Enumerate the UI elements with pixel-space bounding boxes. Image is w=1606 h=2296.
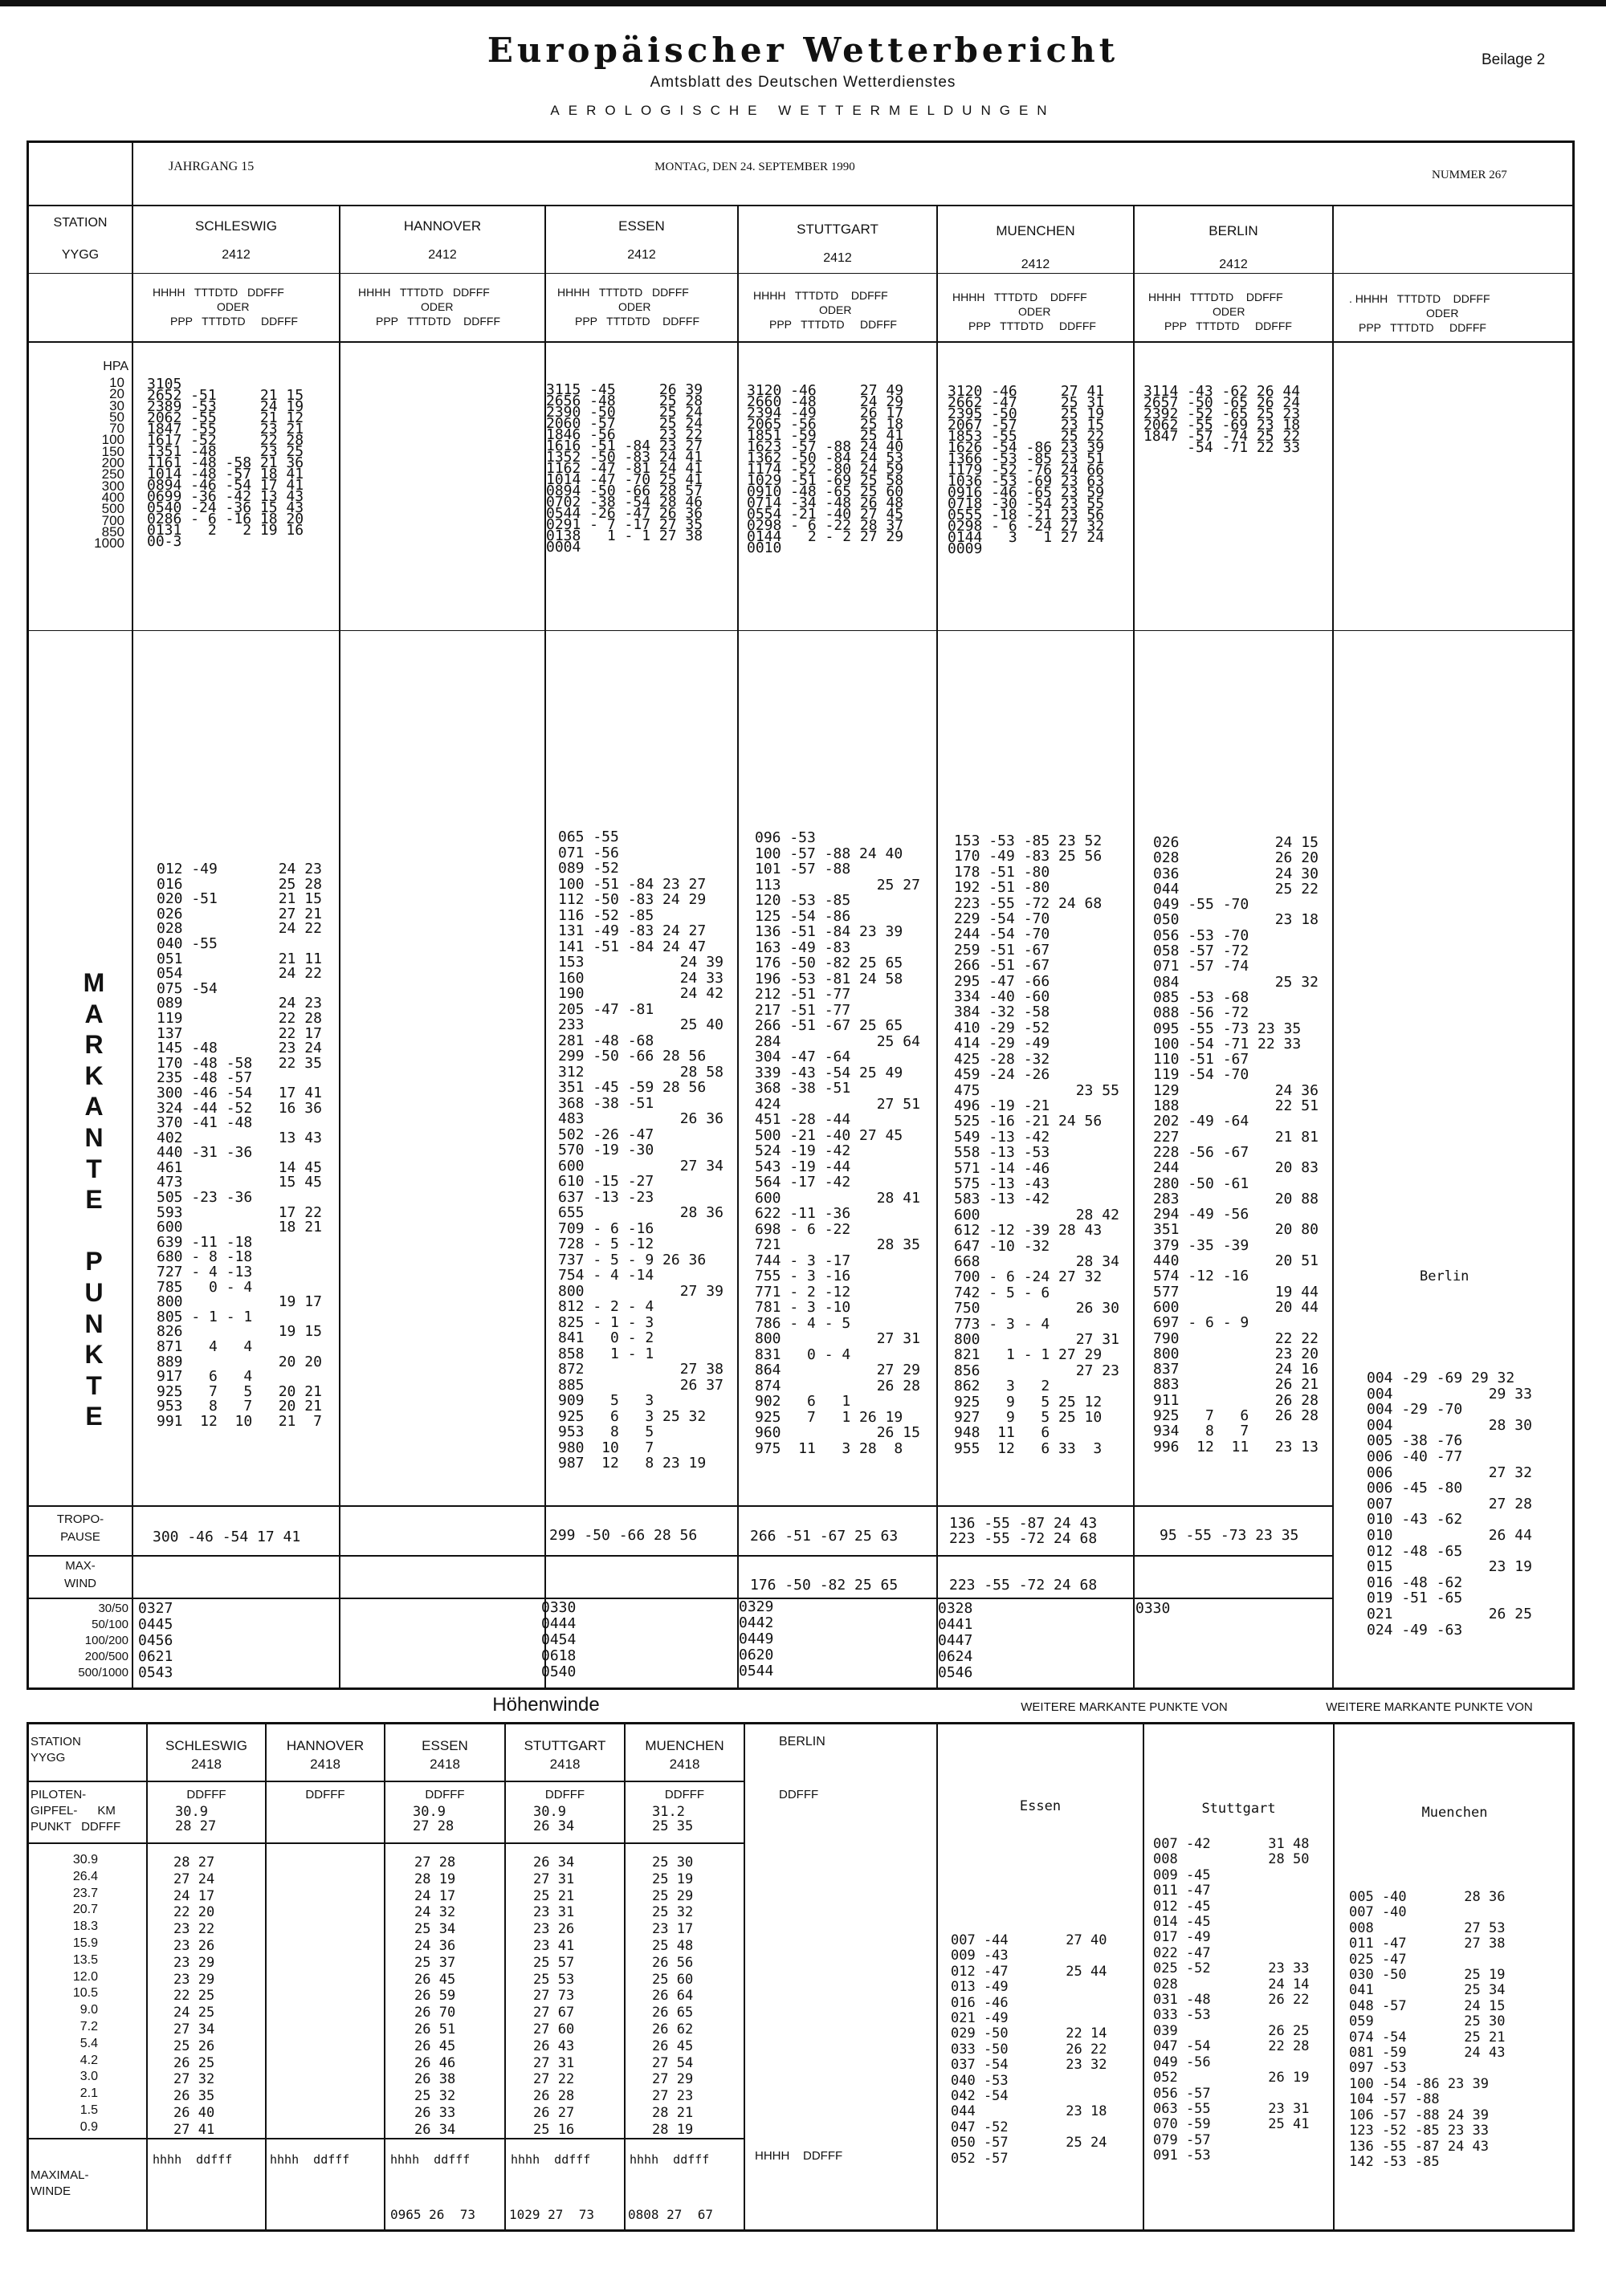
tropopause-schleswig: 300 -46 -54 17 41 bbox=[153, 1529, 301, 1545]
upper-vline bbox=[1133, 205, 1135, 1690]
ddfff-header: DDFFF bbox=[779, 1788, 819, 1801]
tropopause-essen: 299 -50 -66 28 56 bbox=[549, 1527, 698, 1544]
upper-vline bbox=[132, 140, 133, 1690]
maxwind-value-essen: 0965 26 73 bbox=[390, 2207, 475, 2222]
lower-yygg-schleswig: 2418 bbox=[191, 1757, 222, 1772]
markante-muenchen: 153 -53 -85 23 52 170 -49 -83 25 56 178 -51 -80 192 -51 -80 223 -55 -72 24 68 229 -54 -70 244 -54 -70 259 -51 -67 266 -51 -67 295 -47 -66 334 -40 -60 384 -32 -58 410 -29 -52 414 -29 -49 425 -28 -32 459 -24 -26 475 23 55 496 -19 -21 525 -16 -21 24 56 549 -13 -42 558 -13 -53 571 -14 -46 575 -13 -43 583 -13 -42 600 28 42 612 -12 -39 28 43 647 -10 -32 668 28 34 700 - 6 -24 27 32 742 - 5 - 6 750 26 30 773 - 3 - 4 800 27 31 821 1 - 1 27 29 856 27 23 862 3 2 925 9 5 25 12 927 9 5 25 10 948 11 6 955 12 6 33 3 bbox=[954, 833, 1119, 1457]
gipfel-muenchen: 31.2 25 35 bbox=[652, 1804, 694, 1834]
lower-yygg-muenchen: 2418 bbox=[669, 1757, 700, 1772]
lower-station-schleswig: SCHLESWIG bbox=[165, 1738, 248, 1753]
ddfff-header: DDFFF bbox=[544, 1788, 585, 1801]
gipfel-schleswig: 30.9 28 27 bbox=[175, 1804, 217, 1834]
station-yygg-muenchen: 2412 bbox=[1021, 258, 1050, 271]
maxwind-label: MAX- WIND bbox=[64, 1559, 96, 1590]
lower-hline bbox=[26, 1781, 745, 1782]
layers-muenchen: 0328 0441 0447 0624 0546 bbox=[938, 1600, 973, 1681]
ddfff-header: DDFFF bbox=[425, 1788, 465, 1801]
ddfff-header: DDFFF bbox=[305, 1788, 345, 1801]
col-header: PPP TTTDTD DDFFF bbox=[968, 320, 1096, 332]
station-name-schleswig: SCHLESWIG bbox=[194, 218, 278, 234]
layers-schleswig: 0327 0445 0456 0621 0543 bbox=[138, 1600, 173, 1681]
station-name-muenchen: MUENCHEN bbox=[996, 223, 1075, 238]
station-name-berlin: BERLIN bbox=[1209, 223, 1258, 238]
station-yygg-stuttgart: 2412 bbox=[823, 251, 852, 265]
col-header: PPP TTTDTD DDFFF bbox=[376, 315, 501, 328]
ddfff-header: DDFFF bbox=[664, 1788, 705, 1801]
extra-berlin-title: Berlin bbox=[1420, 1268, 1469, 1284]
lower-station-muenchen: MUENCHEN bbox=[645, 1738, 724, 1753]
winds-stuttgart: 26 34 27 31 25 21 23 31 23 26 23 41 25 57 25 53 27 73 27 67 27 60 26 43 27 31 27 22 26 28 26 27 25 16 bbox=[533, 1854, 575, 2138]
weitere-label-1: WEITERE MARKANTE PUNKTE VON bbox=[1021, 1700, 1228, 1714]
masthead-subtitle: Amtsblatt des Deutschen Wetterdienstes bbox=[650, 74, 956, 91]
station-yygg-essen: 2412 bbox=[627, 248, 656, 262]
col-header: HHHH TTTDTD DDFFF bbox=[153, 286, 284, 299]
extra-berlin-values: 004 -29 -69 29 32 004 29 33 004 -29 -70 004 28 30 005 -38 -76 006 -40 -77 006 27 32 006 -45 -80 007 27 28 010 -43 -62 010 26 44 012 -48 -65 015 23 19 016 -48 -62 019 -51 -65 021 26 25 024 -49 -63 bbox=[1367, 1370, 1532, 1639]
markante-stuttgart: 096 -53 100 -57 -88 24 40 101 -57 -88 113 25 27 120 -53 -85 125 -54 -86 136 -51 -84 23 39 163 -49 -83 176 -50 -82 25 65 196 -53 -81 24 58 212 -51 -77 217 -51 -77 266 -51 -67 25 65 284 25 64 304 -47 -64 339 -43 -54 25 49 368 -38 -51 424 27 51 451 -28 -44 500 -21 -40 27 45 524 -19 -42 543 -19 -44 564 -17 -42 600 28 41 622 -11 -36 698 - 6 -22 721 28 35 744 - 3 -17 755 - 3 -16 771 - 2 -12 781 - 3 -10 786 - 4 - 5 800 27 31 831 0 - 4 864 27 29 874 26 28 902 6 1 925 7 1 26 19 960 26 15 975 11 3 28 8 bbox=[755, 829, 920, 1457]
top-rule bbox=[0, 0, 1606, 6]
col-header: . HHHH TTTDTD DDFFF bbox=[1349, 292, 1490, 305]
station-name-stuttgart: STUTTGART bbox=[797, 222, 878, 237]
lower-vline bbox=[744, 1722, 745, 2232]
lower-yygg-stuttgart: 2418 bbox=[549, 1757, 581, 1772]
standard-levels-berlin: 3114 -43 -62 26 44 2657 -50 -65 26 24 2392 -52 -65 25 23 2062 -55 -69 23 18 1847 -57 -74 25 22 -54 -71 22 33 bbox=[1143, 383, 1301, 456]
lower-yygg-essen: 2418 bbox=[430, 1757, 460, 1772]
lower-hline bbox=[26, 1842, 745, 1844]
col-header: PPP TTTDTD DDFFF bbox=[170, 315, 298, 328]
station-yygg-hannover: 2412 bbox=[428, 248, 457, 262]
standard-levels-essen: 3115 -45 26 39 2656 -48 25 28 2390 -50 25 24 2060 -57 25 24 1846 -56 23 22 1616 -51 -84 23 27 1352 -50 -83 24 41 1162 -47 -81 24 41 1014 -47 -70 25 41 0894 -50 -66 28 57 0702 -38 -54 28 46 0544 -26 -47 26 36 0291 - 7 -17 27 35 0138 1 - 1 27 38 0004 bbox=[546, 381, 703, 556]
standard-levels-muenchen: 3120 -46 27 41 2662 -47 25 31 2395 -50 25 19 2067 -57 23 15 1853 -55 25 22 1626 -54 -86 23 39 1366 -53 -85 23 51 1179 -52 -76 24 66 1036 -53 -69 23 63 0916 -46 -65 23 59 0718 -30 -54 23 55 0555 -18 -21 23 56 0298 - 6 -24 27 32 0144 3 1 27 24 0009 bbox=[948, 383, 1105, 557]
layers-essen: 0330 0444 0454 0618 0540 bbox=[541, 1599, 577, 1680]
winds-essen: 27 28 28 19 24 17 24 32 25 34 24 36 25 37 26 45 26 59 26 70 26 51 26 45 26 46 26 38 25 32 26 33 26 34 bbox=[414, 1854, 456, 2138]
tropopause-muenchen: 136 -55 -87 24 43 223 -55 -72 24 68 bbox=[949, 1515, 1098, 1547]
beilage-label: Beilage 2 bbox=[1482, 51, 1546, 68]
masthead-title: Europäischer Wetterbericht bbox=[487, 31, 1119, 70]
standard-levels-schleswig: 3105 2652 -51 21 15 2389 -53 24 19 2062 -55 21 12 1847 -55 23 21 1617 -52 22 28 1351 -48 23 25 1161 -48 -58 21 36 1014 -48 -57 18 41 0894 -46 -54 17 41 0699 -36 -42 13 43 0540 -24 -36 15 43 0286 - 6 -16 18 20 0131 2 2 19 16 00-3 bbox=[147, 376, 304, 550]
winds-schleswig: 28 27 27 24 24 17 22 20 23 22 23 26 23 29 23 29 22 25 24 25 27 34 25 26 26 25 27 32 26 35 26 40 27 41 bbox=[173, 1854, 215, 2138]
maxwind-value-stuttgart: 1029 27 73 bbox=[509, 2207, 594, 2222]
upper-hline bbox=[26, 341, 1575, 343]
upper-hline bbox=[26, 205, 1575, 206]
upper-vline bbox=[1332, 205, 1334, 1690]
section-title: AEROLOGISCHE WETTERMELDUNGEN bbox=[550, 103, 1056, 118]
lower-vline bbox=[1333, 1722, 1335, 2232]
upper-hline bbox=[26, 1555, 1332, 1557]
station-label: STATION bbox=[53, 216, 108, 230]
maxwind-header: hhhh ddfff bbox=[390, 2152, 471, 2167]
col-header: HHHH TTTDTD DDFFF bbox=[358, 286, 490, 299]
ddfff-header: DDFFF bbox=[186, 1788, 226, 1801]
winds-muenchen: 25 30 25 19 25 29 25 32 23 17 25 48 26 56 25 60 26 64 26 65 26 62 26 45 27 54 27 29 27 23 28 21 28 19 bbox=[652, 1854, 694, 2138]
col-header: PPP TTTDTD DDFFF bbox=[769, 318, 897, 331]
lower-station-essen: ESSEN bbox=[422, 1738, 468, 1753]
lower-hline bbox=[26, 2138, 745, 2139]
maxwind-muenchen: 223 -55 -72 24 68 bbox=[949, 1577, 1098, 1594]
markante-punkte-label: M A R K A N T E P U N K T E bbox=[83, 968, 105, 1431]
station-name-essen: ESSEN bbox=[618, 218, 665, 234]
lower-station-stuttgart: STUTTGART bbox=[524, 1738, 606, 1753]
layers-berlin: 0330 bbox=[1135, 1600, 1171, 1617]
col-header: ODER bbox=[217, 300, 250, 313]
lower-station-berlin: BERLIN bbox=[779, 1735, 825, 1748]
jahrgang: JAHRGANG 15 bbox=[169, 160, 255, 173]
km-levels: 30.9 26.4 23.7 20.7 18.3 15.9 13.5 12.0 10.5 9.0 7.2 5.4 4.2 3.0 2.1 1.5 0.9 bbox=[72, 1853, 98, 2134]
col-header: HHHH TTTDTD DDFFF bbox=[557, 286, 689, 299]
maxwind-stuttgart: 176 -50 -82 25 65 bbox=[750, 1577, 899, 1594]
weitere-stuttgart-title: Stuttgart bbox=[1201, 1801, 1276, 1817]
col-header: ODER bbox=[1213, 305, 1245, 318]
gipfel-essen: 30.9 27 28 bbox=[413, 1804, 454, 1834]
hoehenwinde-title: Höhenwinde bbox=[492, 1694, 600, 1716]
maxwind-header-berlin: HHHH DDFFF bbox=[755, 2149, 843, 2163]
lower-yygg-hannover: 2418 bbox=[310, 1757, 340, 1772]
weitere-essen-values: 007 -44 27 40 009 -43 012 -47 25 44 013 -49 016 -46 021 -49 029 -50 22 14 033 -50 26 22 037 -54 23 32 040 -53 042 -54 044 23 18 047 -52 050 -57 25 24 052 -57 bbox=[951, 1932, 1107, 2167]
pressure-levels: 10 20 30 50 70 100 150 200 250 300 400 500 700 850 1000 bbox=[94, 375, 124, 552]
maxwind-header: hhhh ddfff bbox=[153, 2152, 233, 2167]
hpa-label: HPA bbox=[103, 360, 128, 373]
lower-vline bbox=[1143, 1722, 1144, 2232]
layers-stuttgart: 0329 0442 0449 0620 0544 bbox=[739, 1598, 774, 1679]
markante-essen: 065 -55 071 -56 089 -52 100 -51 -84 23 27 112 -50 -83 24 29 116 -52 -85 131 -49 -83 24 27 141 -51 -84 24 47 153 24 39 160 24 33 190 24 42 205 -47 -81 233 25 40 281 -48 -68 299 -50 -66 28 56 312 28 58 351 -45 -59 28 56 368 -38 -51 483 26 36 502 -26 -47 570 -19 -30 600 27 34 610 -15 -27 637 -13 -23 655 28 36 709 - 6 -16 728 - 5 -12 737 - 5 - 9 26 36 754 - 4 -14 800 27 39 812 - 2 - 4 825 - 1 - 3 841 0 - 2 858 1 - 1 872 27 38 885 26 37 909 5 3 925 6 3 25 32 953 8 5 980 10 7 987 12 8 23 19 bbox=[558, 828, 724, 1472]
tropopause-label: TROPO- PAUSE bbox=[56, 1512, 104, 1544]
col-header: ODER bbox=[421, 300, 454, 313]
weitere-label-2: WEITERE MARKANTE PUNKTE VON bbox=[1326, 1700, 1533, 1714]
col-header: ODER bbox=[618, 300, 651, 313]
markante-berlin: 026 24 15 028 26 20 036 24 30 044 25 22 049 -55 -70 050 23 18 056 -53 -70 058 -57 -72 071 -57 -74 084 25 32 085 -53 -68 088 -56 -72 095 -55 -73 23 35 100 -54 -71 22 33 110 -51 -67 119 -54 -70 129 24 36 188 22 51 202 -49 -64 227 21 81 228 -56 -67 244 20 83 280 -50 -61 283 20 88 294 -49 -56 351 20 80 379 -35 -39 440 20 51 574 -12 -16 577 19 44 600 20 44 697 - 6 - 9 790 22 22 800 23 20 837 24 16 883 26 21 911 26 28 925 7 6 26 28 934 8 7 996 12 11 23 13 bbox=[1153, 834, 1319, 1455]
upper-hline bbox=[26, 1598, 1332, 1599]
maxwind-header: hhhh ddfff bbox=[270, 2152, 350, 2167]
upper-hline bbox=[26, 1505, 1332, 1507]
maximal-winde-label: MAXIMAL- WINDE bbox=[31, 2168, 89, 2198]
upper-vline bbox=[936, 205, 938, 1690]
col-header: PPP TTTDTD DDFFF bbox=[575, 315, 700, 328]
maxwind-value-muenchen: 0808 27 67 bbox=[628, 2207, 713, 2222]
upper-hline bbox=[26, 273, 1575, 274]
lower-station-label: STATION YYGG bbox=[31, 1735, 81, 1765]
weitere-muenchen-values: 005 -40 28 36 007 -40 008 27 53 011 -47 27 38 025 -47 030 -50 25 19 041 25 34 048 -57 24 15 059 25 30 074 -54 25 21 081 -59 24 43 097 -53 100 -54 -86 23 39 104 -57 -88 106 -57 -88 24 39 123 -52 -85 23 33 136 -55 -87 24 43 142 -53 -85 bbox=[1349, 1889, 1506, 2170]
upper-vline bbox=[737, 205, 739, 1690]
yygg-label: YYGG bbox=[61, 248, 100, 262]
piloten-label: PILOTEN- GIPFEL- KM PUNKT DDFFF bbox=[31, 1788, 121, 1834]
maxwind-header: hhhh ddfff bbox=[630, 2152, 710, 2167]
weitere-essen-title: Essen bbox=[1019, 1798, 1062, 1814]
layer-labels: 30/50 50/100 100/200 200/500 500/1000 bbox=[78, 1602, 128, 1679]
standard-levels-stuttgart: 3120 -46 27 49 2660 -48 24 29 2394 -49 26 17 2065 -56 25 18 1851 -59 25 41 1623 -57 -88 24 40 1362 -50 -84 24 53 1174 -52 -80 24 59 1029 -51 -69 25 58 0910 -48 -65 25 60 0714 -34 -48 26 48 0554 -21 -40 27 45 0298 - 6 -22 28 37 0144 2 - 2 27 29 0010 bbox=[747, 382, 904, 556]
tropopause-stuttgart: 266 -51 -67 25 63 bbox=[750, 1528, 899, 1545]
col-header: PPP TTTDTD DDFFF bbox=[1359, 321, 1486, 334]
weitere-muenchen-title: Muenchen bbox=[1421, 1805, 1488, 1821]
col-header: ODER bbox=[1018, 305, 1051, 318]
lower-station-hannover: HANNOVER bbox=[286, 1738, 365, 1753]
col-header: ODER bbox=[1426, 307, 1459, 320]
col-header: ODER bbox=[819, 303, 852, 316]
col-header: HHHH TTTDTD DDFFF bbox=[952, 291, 1087, 303]
col-header: HHHH TTTDTD DDFFF bbox=[1148, 291, 1283, 303]
station-name-hannover: HANNOVER bbox=[403, 218, 482, 234]
markante-schleswig: 012 -49 24 23 016 25 28 020 -51 21 15 026 27 21 028 24 22 040 -55 051 21 11 054 24 22 075 -54 089 24 23 119 22 28 137 22 17 145 -48 23 24 170 -48 -58 22 35 235 -48 -57 300 -46 -54 17 41 324 -44 -52 16 36 370 -41 -48 402 13 43 440 -31 -36 461 14 45 473 15 45 505 -23 -36 593 17 22 600 18 21 639 -11 -18 680 - 8 -18 727 - 4 -13 785 0 - 4 800 19 17 805 - 1 - 1 826 19 15 871 4 4 889 20 20 917 6 4 925 7 5 20 21 953 8 7 20 21 991 12 10 21 7 bbox=[157, 861, 322, 1430]
gipfel-stuttgart: 30.9 26 34 bbox=[533, 1804, 575, 1834]
col-header: HHHH TTTDTD DDFFF bbox=[753, 289, 888, 302]
upper-hline bbox=[26, 630, 1575, 631]
tropopause-berlin: 95 -55 -73 23 35 bbox=[1160, 1527, 1299, 1544]
report-date: MONTAG, DEN 24. SEPTEMBER 1990 bbox=[654, 161, 855, 173]
col-header: PPP TTTDTD DDFFF bbox=[1164, 320, 1292, 332]
maxwind-header: hhhh ddfff bbox=[511, 2152, 591, 2167]
station-yygg-schleswig: 2412 bbox=[222, 248, 251, 262]
report-number: NUMMER 267 bbox=[1432, 169, 1507, 181]
station-yygg-berlin: 2412 bbox=[1219, 258, 1248, 271]
weitere-stuttgart-values: 007 -42 31 48 008 28 50 009 -45 011 -47 012 -45 014 -45 017 -49 022 -47 025 -52 23 33 028 24 14 031 -48 26 22 033 -53 039 26 25 047 -54 22 28 049 -56 052 26 19 056 -57 063 -55 23 31 070 -59 25 41 079 -57 091 -53 bbox=[1153, 1836, 1310, 2164]
upper-vline bbox=[339, 205, 340, 1690]
